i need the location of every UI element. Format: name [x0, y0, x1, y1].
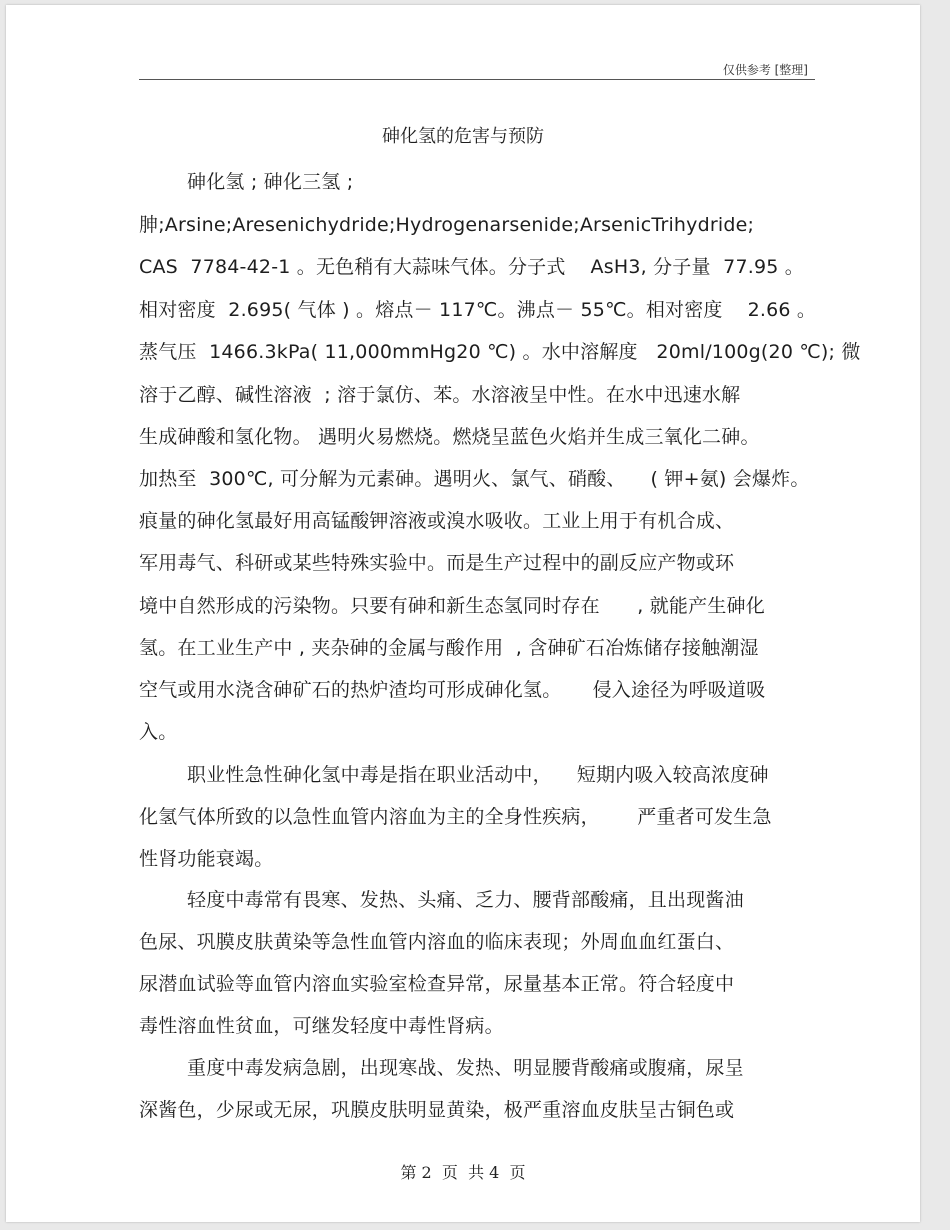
- paragraph-line: 毒性溶血性贫血，可继发轻度中毒性肾病。: [139, 1015, 504, 1037]
- paragraph-line: 性肾功能衰竭。: [139, 848, 274, 870]
- header-note: 仅供参考 [整理]: [722, 63, 808, 77]
- paragraph-line: 尿潜血试验等血管内溶血实验室检查异常，尿量基本正常。符合轻度中: [139, 973, 735, 995]
- paragraph-line: 砷化氢 ; 砷化三氢 ;: [187, 171, 354, 193]
- paragraph-line: 轻度中毒常有畏寒、发热、头痛、乏力、腰背部酸痛，且出现酱油: [187, 889, 744, 911]
- paragraph-line: 深酱色，少尿或无尿，巩膜皮肤明显黄染，极严重溶血皮肤呈古铜色或: [139, 1099, 735, 1121]
- document-title: 砷化氢的危害与预防: [382, 126, 544, 147]
- paragraph-line: 军用毒气、科研或某些特殊实验中。而是生产过程中的副反应产物或环: [139, 552, 735, 574]
- paragraph-line: CAS 7784-42-1 。无色稍有大蒜味气体。分子式 AsH3, 分子量 77.95 。: [139, 256, 804, 278]
- paragraph-line: 职业性急性砷化氢中毒是指在职业活动中， 短期内吸入较高浓度砷: [187, 764, 769, 786]
- paragraph-line: 空气或用水浇含砷矿石的热炉渣均可形成砷化氢。 侵入途径为呼吸道吸: [139, 679, 766, 701]
- paragraph-line: 重度中毒发病急剧，出现寒战、发热、明显腰背酸痛或腹痛，尿呈: [187, 1057, 744, 1079]
- paragraph-line: 相对密度 2.695( 气体 ) 。熔点－ 117℃。沸点－ 55℃。相对密度 2.66 。: [139, 299, 817, 321]
- paragraph-line: 入。: [139, 721, 178, 743]
- paragraph-line: 生成砷酸和氢化物。 遇明火易燃烧。燃烧呈蓝色火焰并生成三氧化二砷。: [139, 426, 760, 448]
- page-footer: 第 2 页 共 4 页: [400, 1163, 526, 1182]
- paragraph-line: 痕量的砷化氢最好用高锰酸钾溶液或溴水吸收。工业上用于有机合成、: [139, 510, 735, 532]
- paragraph-line: 色尿、巩膜皮肤黄染等急性血管内溶血的临床表现；外周血血红蛋白、: [139, 931, 735, 953]
- paragraph-line: 境中自然形成的污染物。只要有砷和新生态氢同时存在 , 就能产生砷化: [139, 595, 765, 617]
- document-page: [6, 5, 920, 1222]
- paragraph-line: 蒸气压 1466.3kPa( 11,000mmHg20 ℃) 。水中溶解度 20ml/100g(20 ℃); 微: [139, 341, 861, 363]
- paragraph-line: 化氢气体所致的以急性血管内溶血为主的全身性疾病， 严重者可发生急: [139, 806, 772, 828]
- paragraph-line: 胂;Arsine;Aresenichydride;Hydrogenarsenide;ArsenicTrihydride;: [139, 214, 755, 236]
- paragraph-line: 氢。在工业生产中 , 夹杂砷的金属与酸作用 , 含砷矿石冶炼储存接触潮湿: [139, 637, 759, 659]
- paragraph-line: 溶于乙醇、碱性溶液 ; 溶于氯仿、苯。水溶液呈中性。在水中迅速水解: [139, 384, 741, 406]
- paragraph-line: 加热至 300℃, 可分解为元素砷。遇明火、氯气、硝酸、 ( 钾+氨) 会爆炸。: [139, 468, 810, 490]
- header-rule: [139, 79, 815, 80]
